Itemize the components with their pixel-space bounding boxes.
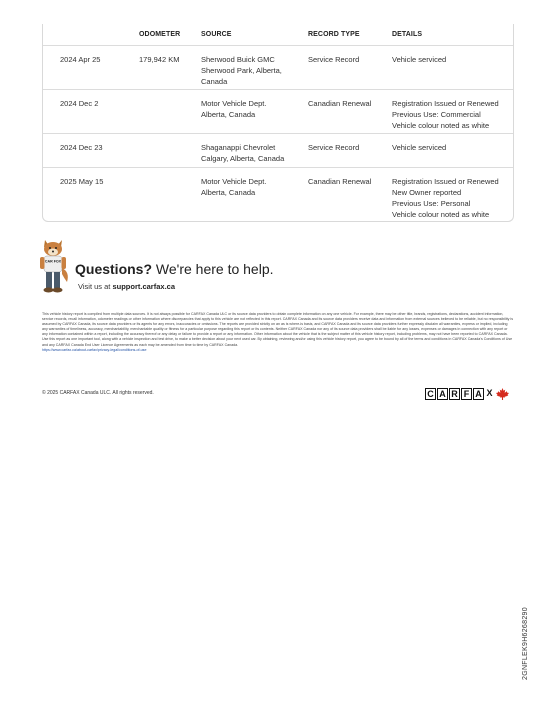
cell-source-line: Sherwood Park, Alberta, bbox=[201, 66, 282, 75]
header-details: DETAILS bbox=[392, 31, 423, 38]
cell-source bbox=[201, 142, 284, 164]
cell-source-line: Calgary, Alberta, Canada bbox=[201, 154, 285, 163]
copyright: © 2025 CARFAX Canada ULC. All rights reserved. bbox=[42, 390, 154, 396]
vin-label: 2GNFLEK9H6268290 bbox=[522, 607, 529, 680]
logo-letter: A bbox=[473, 388, 484, 400]
cell-details bbox=[392, 142, 446, 153]
cell-details-line: Vehicle serviced bbox=[392, 55, 447, 64]
cell-details bbox=[392, 98, 499, 131]
maple-leaf-icon bbox=[496, 388, 509, 400]
row-divider bbox=[43, 89, 513, 90]
cell-source-line: Alberta, Canada bbox=[201, 188, 256, 197]
cell-source bbox=[201, 176, 266, 198]
help-title bbox=[75, 261, 274, 277]
cell-source-line: Motor Vehicle Dept. bbox=[201, 99, 267, 108]
table-row bbox=[43, 176, 513, 230]
cell-details-line: Registration Issued or Renewed bbox=[392, 99, 499, 108]
cell-details bbox=[392, 176, 499, 220]
cell-details-line: Vehicle serviced bbox=[392, 143, 447, 152]
logo-letter: F bbox=[461, 388, 472, 400]
cell-source-line: Canada bbox=[201, 77, 228, 86]
cell-details-line: Vehicle colour noted as white bbox=[392, 210, 490, 219]
carfax-logo bbox=[425, 387, 509, 400]
cell-details-line: Previous Use: Personal bbox=[392, 199, 471, 208]
table-row bbox=[43, 54, 513, 98]
cell-record-type: Service Record bbox=[308, 55, 360, 64]
help-section bbox=[40, 238, 300, 296]
vehicle-history-table bbox=[42, 24, 514, 222]
cell-record-type: Service Record bbox=[308, 143, 360, 152]
cell-date: 2024 Dec 2 bbox=[60, 99, 99, 108]
cell-date: 2025 May 15 bbox=[60, 177, 104, 186]
logo-letter: C bbox=[425, 388, 436, 400]
mascot-shirt-text: CAR FOX bbox=[44, 259, 62, 264]
logo-letter: X bbox=[486, 387, 493, 398]
header-record-type: RECORD TYPE bbox=[308, 31, 360, 38]
cell-date: 2024 Dec 23 bbox=[60, 143, 103, 152]
cell-details-line: Registration Issued or Renewed bbox=[392, 177, 499, 186]
cell-source-line: Motor Vehicle Dept. bbox=[201, 177, 267, 186]
cell-details-line: Previous Use: Commercial bbox=[392, 110, 481, 119]
table-row bbox=[43, 98, 513, 142]
header-source: SOURCE bbox=[201, 31, 232, 38]
table-row bbox=[43, 142, 513, 176]
cell-record-type: Canadian Renewal bbox=[308, 177, 372, 186]
disclaimer bbox=[42, 312, 514, 353]
cell-source-line: Sherwood Buick GMC bbox=[201, 55, 275, 64]
logo-letter: A bbox=[437, 388, 448, 400]
help-visit bbox=[78, 282, 175, 291]
help-visit-prefix: Visit us at bbox=[78, 282, 113, 291]
cell-source-line: Shaganappi Chevrolet bbox=[201, 143, 276, 152]
cell-source bbox=[201, 98, 266, 120]
cell-details-line: New Owner reported bbox=[392, 188, 462, 197]
conditions-of-use-link[interactable]: https://www.carfax.ca/about-carfax/privacy-legal/conditions-of-use bbox=[42, 347, 147, 352]
cell-details bbox=[392, 54, 446, 65]
cell-date: 2024 Apr 25 bbox=[60, 55, 101, 64]
row-divider bbox=[43, 45, 513, 46]
row-divider bbox=[43, 167, 513, 168]
cell-source-line: Alberta, Canada bbox=[201, 110, 256, 119]
help-title-bold: Questions? bbox=[75, 261, 153, 277]
cell-details-line: Vehicle colour noted as white bbox=[392, 121, 490, 130]
carfox-mascot-icon bbox=[40, 238, 70, 294]
cell-source bbox=[201, 54, 282, 87]
cell-odometer: 179,942 KM bbox=[139, 55, 180, 64]
help-title-rest: We're here to help. bbox=[152, 261, 274, 277]
logo-letter: R bbox=[449, 388, 460, 400]
row-divider bbox=[43, 133, 513, 134]
cell-record-type: Canadian Renewal bbox=[308, 99, 372, 108]
header-odometer: ODOMETER bbox=[139, 31, 181, 38]
support-link[interactable]: support.carfax.ca bbox=[112, 282, 175, 291]
disclaimer-text: This vehicle history report is compiled from multiple data sources. It is not always possible for CARFAX Canada ULC or its source data providers to obtain complete information on any one vehicle. For example, there may be other title, brands, registrations, declarations, accident information, service records, recall information, odometer readings or other information where discrepancies that apply to this vehicle are not reflected in this report. CARFAX Canada and its source data providers receive data and information from external sources believed to be reliable, but no responsibility is assumed by CARFAX Canada, its source data providers or its agents for any errors, inaccuracies or omissions. The reports are provided strictly on an as is where-is basis, and CARFAX Canada and its source data providers further expressly disclaim all warranties, express or implied, including any warranties of timeliness, accuracy, merchantability, merchantable quality or fitness for a particular purpose regarding this report or its contents. Neither CARFAX Canada nor any of its source data providers shall be liable for any losses, expenses or damages in connection with any report or any information contained within a report, including the accuracy thereof or any delay or failure to provide a report or any information. Other information about the vehicle that is the subject matter of this vehicle history report, including problems, may not have been reported to CARFAX Canada. Use this report as one important tool, along with a vehicle inspection and test drive, to make a better decision about your next used car. By obtaining, reviewing and/or using this vehicle history report, you agree to be bound by all of the terms and conditions in CARFAX Canada's Conditions of Use and any CARFAX Canada End User Licence Agreements as each may be amended from time to time by CARFAX Canada. bbox=[42, 312, 514, 347]
